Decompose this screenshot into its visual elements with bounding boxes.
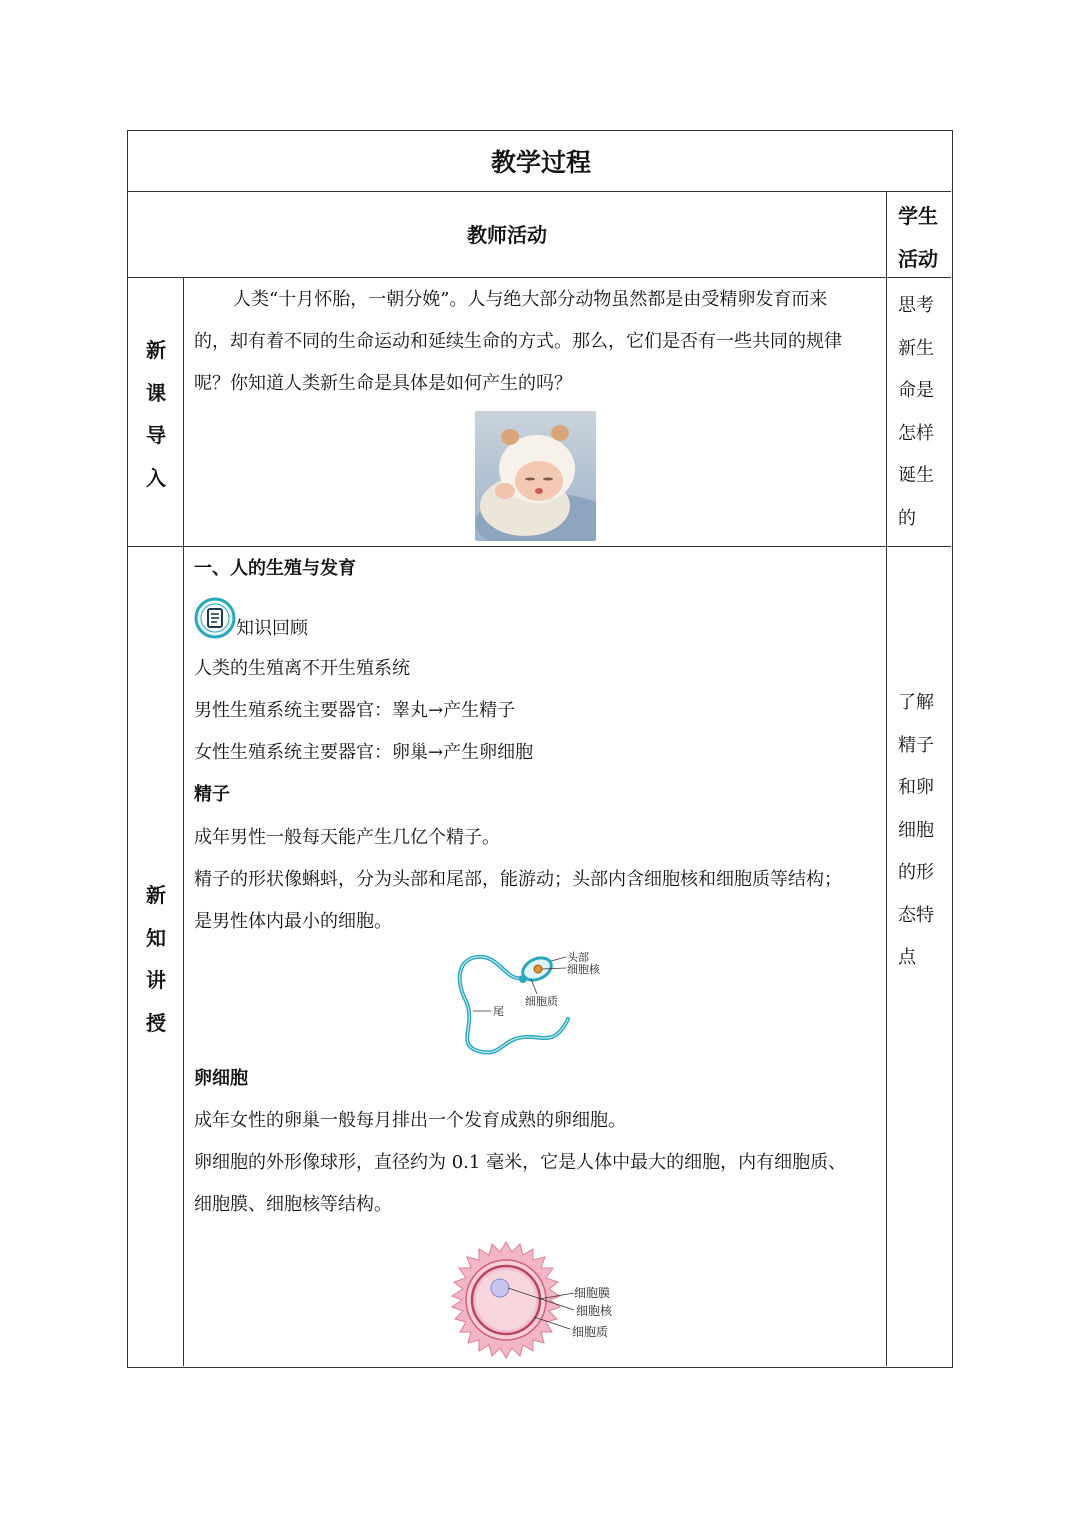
egg-heading: 卵细胞 (194, 1068, 248, 1089)
content-line: 成年女性的卵巢一般每月排出一个发育成熟的卵细胞。 (194, 1110, 626, 1131)
section-label-intro (128, 329, 184, 499)
intro-line: 呢？你知道人类新生命是具体是如何产生的吗？ (194, 373, 572, 394)
row-divider (128, 191, 951, 192)
content-line: 是男性体内最小的细胞。 (194, 911, 392, 932)
label-cytoplasm: 细胞质 (525, 995, 558, 1008)
label-char: 导 (146, 423, 166, 447)
content-line: 卵细胞的外形像球形，直径约为 0.1 毫米，它是人体中最大的细胞，内有细胞质、 (194, 1152, 847, 1173)
content-line: 精子的形状像蝌蚪，分为头部和尾部，能游动；头部内含细胞核和细胞质等结构； (194, 869, 842, 890)
label-char: 讲 (146, 968, 166, 992)
intro-line: 人类“十月怀胎，一朝分娩”。人与绝大部分动物虽然都是由受精卵发育而来 (233, 289, 828, 310)
row-divider (128, 546, 951, 547)
sperm-heading: 精子 (194, 784, 230, 805)
student-text: 了解 (898, 692, 934, 713)
content-line: 女性生殖系统主要器官：卵巢→产生卵细胞 (194, 742, 534, 763)
label-char: 知 (146, 925, 166, 950)
student-text: 新生 (898, 337, 934, 359)
label-membrane: 细胞膜 (574, 1286, 611, 1300)
review-label: 知识回顾 (236, 618, 308, 639)
student-text: 点 (898, 947, 916, 968)
student-text: 和卵 (898, 777, 934, 798)
content-line: 细胞膜、细胞核等结构。 (194, 1194, 392, 1215)
label-char: 入 (146, 465, 166, 490)
student-text: 的 (898, 507, 916, 529)
lesson-table (127, 130, 953, 1368)
student-text: 细胞 (898, 819, 934, 841)
content-line: 男性生殖系统主要器官：睾丸→产生精子 (194, 700, 516, 721)
egg-cell-diagram (446, 1239, 626, 1361)
row-divider (128, 277, 951, 278)
scroll-icon (194, 597, 236, 639)
student-activity-new-knowledge (898, 682, 948, 980)
label-char: 授 (146, 1010, 166, 1035)
label-char: 新 (146, 883, 166, 907)
intro-line: 的，却有着不同的生命运动和延续生命的方式。那么，它们是否有一些共同的规律 (194, 331, 842, 352)
label-char: 课 (146, 380, 166, 405)
col-divider (886, 191, 887, 1366)
label-nucleus: 细胞核 (567, 963, 600, 976)
student-text: 的形 (898, 862, 934, 883)
content-line: 人类的生殖离不开生殖系统 (194, 658, 410, 679)
student-text: 诞生 (898, 465, 934, 486)
student-text: 精子 (898, 734, 934, 756)
label-char: 新 (146, 338, 166, 362)
student-text: 态特 (898, 904, 934, 926)
student-text: 命是 (898, 380, 934, 401)
student-text: 思考 (898, 295, 934, 316)
label-nucleus: 细胞核 (576, 1304, 613, 1318)
newborn-baby-photo (475, 411, 596, 541)
student-text: 怎样 (898, 422, 934, 444)
label-cytoplasm: 细胞质 (572, 1325, 609, 1339)
content-line: 成年男性一般每天能产生几亿个精子。 (194, 827, 500, 848)
section-heading: 一、人的生殖与发育 (194, 558, 356, 579)
page-title: 教学过程 (490, 148, 591, 177)
student-activity-header: 学生活动 (898, 204, 938, 271)
teacher-activity-header: 教师活动 (467, 223, 547, 247)
label-tail: 尾 (493, 1005, 504, 1018)
section-label-new-knowledge (128, 874, 184, 1044)
student-activity-intro (898, 285, 948, 540)
label-head: 头部 (567, 951, 589, 964)
sperm-diagram (453, 949, 628, 1055)
